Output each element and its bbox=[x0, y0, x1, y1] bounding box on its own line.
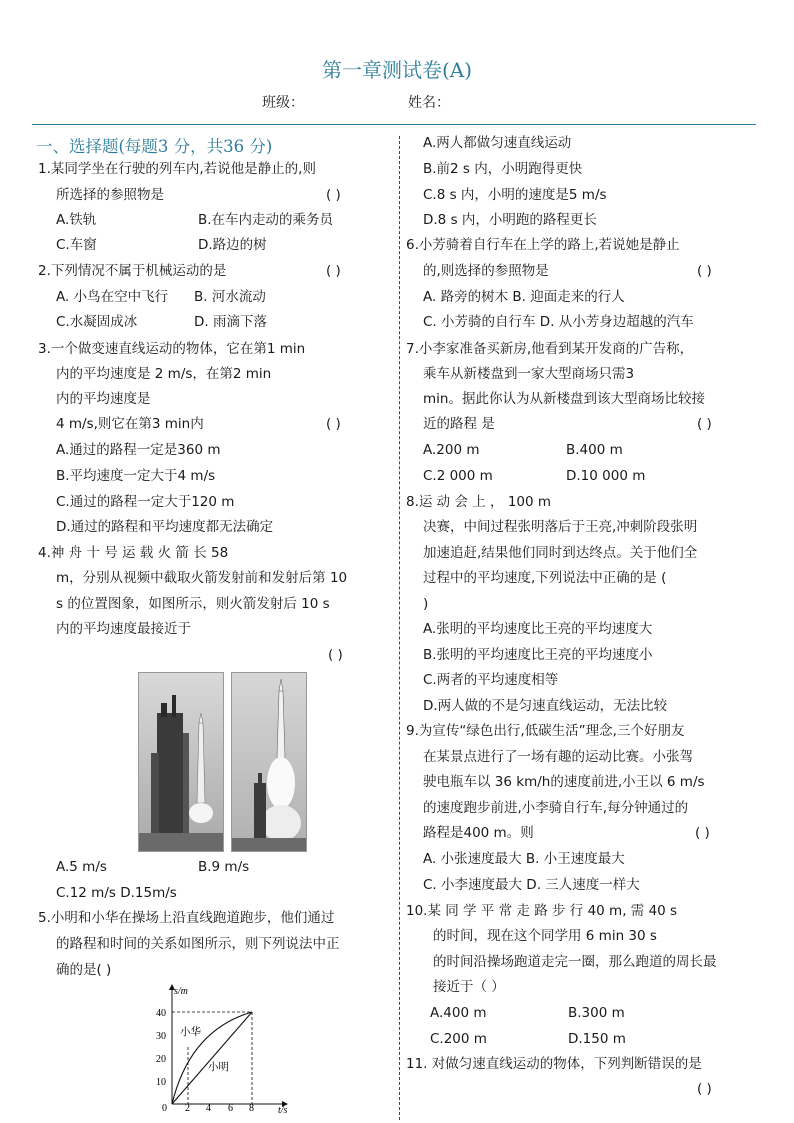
q1-option-d: D.路边的树 bbox=[198, 237, 267, 253]
q9-stem-line2: 在某景点进行了一场有趣的运动比赛。小张驾 bbox=[423, 749, 693, 765]
q7-stem-line4: 近的路程 是 bbox=[423, 416, 495, 432]
q7-option-b: B.400 m bbox=[566, 442, 623, 458]
x-axis-label: t/s bbox=[278, 1105, 288, 1114]
q1-answer-bracket: ( ) bbox=[326, 187, 341, 203]
q4-answer-bracket: ( ) bbox=[328, 647, 343, 663]
q4-stem-line3: s 的位置图象，如图所示，则火箭发射后 10 s bbox=[56, 596, 330, 612]
class-label: 班级： bbox=[262, 95, 304, 111]
q10-stem-line3: 的时间沿操场跑道走完一圈，那么跑道的周长最 bbox=[433, 954, 717, 970]
q4-stem-line4: 内的平均速度最接近于 bbox=[56, 621, 191, 637]
q2-option-a: A. 小鸟在空中飞行 bbox=[56, 289, 169, 305]
q9-answer-bracket: ( ) bbox=[695, 825, 710, 841]
st-graph bbox=[146, 982, 296, 1114]
q6-stem-line2: 的,则选择的参照物是 bbox=[423, 263, 549, 279]
q8-option-c: C.两者的平均速度相等 bbox=[423, 672, 559, 688]
q5-option-c: C.8 s 内，小明的速度是5 m/s bbox=[423, 187, 607, 203]
q10-option-b: B.300 m bbox=[568, 1005, 625, 1021]
q1-option-a: A.铁轨 bbox=[56, 212, 97, 228]
q3-answer-bracket: ( ) bbox=[326, 416, 341, 432]
q4-option-b: B.9 m/s bbox=[198, 859, 250, 875]
q8-option-b: B.张明的平均速度比王亮的平均速度小 bbox=[423, 647, 653, 663]
q8-stem-line1: 8.运 动 会 上 ， 100 m bbox=[406, 494, 552, 510]
q9-stem-line3: 驶电瓶车以 36 km/h的速度前进,小王以 6 m/s bbox=[423, 774, 705, 790]
y-tick-40: 40 bbox=[156, 1008, 166, 1019]
column-divider bbox=[399, 136, 400, 1120]
q9-option-ab: A. 小张速度最大 B. 小王速度最大 bbox=[423, 851, 625, 867]
y-tick-10: 10 bbox=[156, 1077, 166, 1088]
rocket-photo-after-launch bbox=[231, 672, 307, 852]
q10-stem-line4: 接近于（ ） bbox=[433, 979, 505, 995]
y-axis-label: s/m bbox=[174, 986, 188, 997]
q10-option-c: C.200 m bbox=[430, 1031, 487, 1047]
q10-stem-line1: 10.某 同 学 平 常 走 路 步 行 40 m, 需 40 s bbox=[406, 903, 678, 919]
q2-option-c: C.水凝固成冰 bbox=[56, 314, 138, 330]
q4-option-a: A.5 m/s bbox=[56, 859, 107, 875]
q8-stem-line5: ) bbox=[423, 596, 429, 612]
q1-stem-line1: 1.某同学坐在行驶的列车内,若说他是静止的,则 bbox=[38, 161, 316, 177]
q6-stem-line1: 6.小芳骑着自行车在上学的路上,若说她是静止 bbox=[406, 237, 680, 253]
q6-option-cd: C. 小芳骑的自行车 D. 从小芳身边超越的汽车 bbox=[423, 314, 694, 330]
q6-answer-bracket: ( ) bbox=[697, 263, 712, 279]
label-xiaohua: 小华 bbox=[180, 1026, 201, 1038]
q8-stem-line3: 加速追赶,结果他们同时到达终点。关于他们全 bbox=[423, 545, 698, 561]
q3-option-b: B.平均速度一定大于4 m/s bbox=[56, 468, 216, 484]
q3-option-c: C.通过的路程一定大于120 m bbox=[56, 494, 235, 510]
q2-stem-line1: 2.下列情况不属于机械运动的是 bbox=[38, 263, 227, 279]
rocket-before-launch-drawing bbox=[139, 673, 223, 851]
q11-stem-line1: 11. 对做匀速直线运动的物体，下列判断错误的是 bbox=[406, 1056, 702, 1072]
q5-stem-line2: 的路程和时间的关系如图所示，则下列说法中正 bbox=[56, 936, 340, 952]
x-tick-0: 0 bbox=[162, 1103, 167, 1114]
q3-stem-line4: 4 m/s,则它在第3 min内 bbox=[56, 416, 204, 432]
q7-answer-bracket: ( ) bbox=[697, 416, 712, 432]
q9-stem-line5: 路程是400 m。则 bbox=[423, 825, 534, 841]
q9-stem-line4: 的速度跑步前进,小李骑自行车,每分钟通过的 bbox=[423, 800, 689, 816]
q7-option-c: C.2 000 m bbox=[423, 468, 493, 484]
q7-option-d: D.10 000 m bbox=[566, 468, 646, 484]
q8-stem-line4: 过程中的平均速度,下列说法中正确的是 ( bbox=[423, 570, 667, 586]
q3-stem-line1: 3.一个做变速直线运动的物体，它在第1 min bbox=[38, 341, 306, 357]
q8-option-a: A.张明的平均速度比王亮的平均速度大 bbox=[423, 621, 653, 637]
q1-option-b: B.在车内走动的乘务员 bbox=[198, 212, 334, 228]
section-heading: 一、选择题(每题3 分，共36 分) bbox=[36, 137, 273, 156]
q5-option-d: D.8 s 内，小明跑的路程更长 bbox=[423, 212, 597, 228]
q3-option-a: A.通过的路程一定是360 m bbox=[56, 442, 221, 458]
x-tick-8: 8 bbox=[249, 1103, 254, 1114]
q1-stem-line2: 所选择的参照物是 bbox=[56, 187, 164, 203]
q7-stem-line2: 乘车从新楼盘到一家大型商场只需3 bbox=[423, 366, 635, 382]
name-label: 姓名： bbox=[408, 95, 450, 111]
x-tick-4: 4 bbox=[206, 1103, 211, 1114]
q3-stem-line3: 内的平均速度是 bbox=[56, 391, 151, 407]
y-tick-20: 20 bbox=[156, 1054, 166, 1065]
q1-option-c: C.车窗 bbox=[56, 237, 97, 253]
q2-answer-bracket: ( ) bbox=[326, 263, 341, 279]
page-title: 第一章测试卷(A) bbox=[321, 58, 473, 82]
q9-option-cd: C. 小李速度最大 D. 三人速度一样大 bbox=[423, 877, 640, 893]
q11-answer-bracket: ( ) bbox=[697, 1081, 712, 1097]
q5-stem-line1: 5.小明和小华在操场上沿直线跑道跑步，他们通过 bbox=[38, 910, 335, 926]
q10-option-d: D.150 m bbox=[568, 1031, 626, 1047]
q9-stem-line1: 9.为宣传“绿色出行,低碳生活”理念,三个好朋友 bbox=[406, 723, 685, 739]
label-xiaoming: 小明 bbox=[208, 1061, 229, 1073]
q7-option-a: A.200 m bbox=[423, 442, 480, 458]
header-rule bbox=[32, 124, 756, 125]
q4-stem-line1: 4.神 舟 十 号 运 载 火 箭 长 58 bbox=[38, 545, 229, 561]
q10-stem-line2: 的时间，现在这个同学用 6 min 30 s bbox=[433, 928, 657, 944]
q7-stem-line3: min。据此你认为从新楼盘到该大型商场比较接 bbox=[423, 391, 705, 407]
q8-stem-line2: 决赛，中间过程张明落后于王亮,冲刺阶段张明 bbox=[423, 519, 698, 535]
rocket-after-launch-drawing bbox=[232, 673, 306, 851]
y-tick-30: 30 bbox=[156, 1031, 166, 1042]
q5-option-b: B.前2 s 内，小明跑得更快 bbox=[423, 161, 583, 177]
rocket-photo-before-launch bbox=[138, 672, 224, 852]
q3-stem-line2: 内的平均速度是 2 m/s，在第2 min bbox=[56, 366, 272, 382]
x-tick-6: 6 bbox=[228, 1103, 233, 1114]
q2-option-b: B. 河水流动 bbox=[194, 289, 266, 305]
q2-option-d: D. 雨滴下落 bbox=[194, 314, 267, 330]
q6-option-ab: A. 路旁的树木 B. 迎面走来的行人 bbox=[423, 289, 625, 305]
q7-stem-line1: 7.小李家准备买新房,他看到某开发商的广告称， bbox=[406, 341, 694, 357]
q5-option-a: A.两人都做匀速直线运动 bbox=[423, 135, 572, 151]
x-tick-2: 2 bbox=[185, 1103, 190, 1114]
q3-option-d: D.通过的路程和平均速度都无法确定 bbox=[56, 519, 274, 535]
q4-option-cd: C.12 m/s D.15m/s bbox=[56, 885, 177, 901]
q4-stem-line2: m，分别从视频中截取火箭发射前和发射后第 10 bbox=[56, 570, 348, 586]
q10-option-a: A.400 m bbox=[430, 1005, 487, 1021]
q8-option-d: D.两人做的不是匀速直线运动，无法比较 bbox=[423, 698, 668, 714]
q5-stem-line3: 确的是( ) bbox=[56, 962, 112, 978]
